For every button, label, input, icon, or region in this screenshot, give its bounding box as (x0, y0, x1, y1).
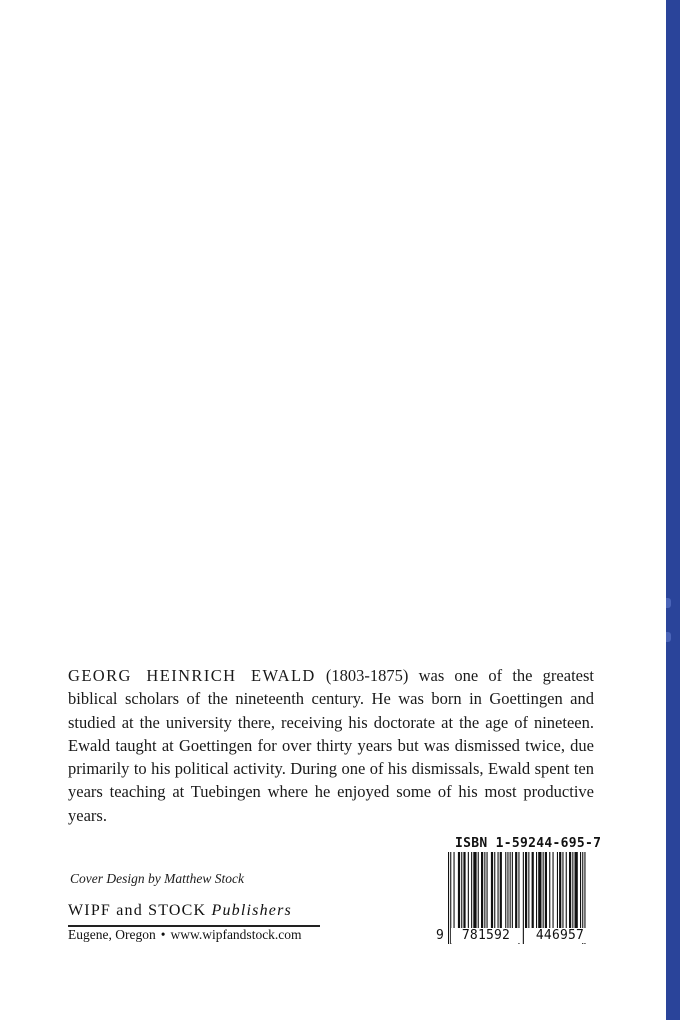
barcode-bar (510, 852, 511, 928)
spine-edge (666, 0, 680, 1020)
barcode-bar (484, 852, 485, 928)
spine-mark (666, 598, 671, 608)
barcode-bar (505, 852, 506, 928)
barcode-bar (512, 852, 513, 928)
barcode-bar (572, 852, 573, 928)
barcode-bar (532, 852, 534, 928)
barcode-bar (471, 852, 472, 928)
barcode-bar (468, 852, 469, 928)
barcode-bar (559, 852, 561, 928)
barcode-bar (458, 852, 460, 928)
blurb-text: (1803-1875) was one of the greatest biblical scholars of the nineteenth century. He was born in Goettingen and studied at the university there, receiving his doctorate at the age of nineteen. Ewald taught at Goettingen for over thirty years but was dismissed twice, due primarily to his political activity. During one of his dismissals, Ewald spent ten years teaching at Tuebingen where he enjoyed some of his most productive years. (68, 666, 594, 825)
barcode-digits-right: 446957 (525, 928, 595, 943)
barcode-bar (487, 852, 488, 928)
barcode-bar (491, 852, 493, 928)
barcode-bar (463, 852, 465, 928)
barcode-bar (525, 852, 527, 928)
barcode-bar (549, 852, 550, 928)
barcode-bar (528, 852, 529, 928)
barcode-bar (478, 852, 479, 928)
barcode-bar (580, 852, 581, 928)
barcode-bar (553, 852, 554, 928)
barcode-bar (545, 852, 547, 928)
address-separator: • (160, 927, 166, 942)
barcode-bar (481, 852, 483, 928)
barcode-digits-left: 781592 (451, 928, 521, 943)
barcode-bar (562, 852, 563, 928)
barcode-bar (515, 852, 517, 928)
publisher-website: www.wipfandstock.com (170, 927, 302, 942)
barcode-bar (507, 852, 508, 928)
barcode-bar (473, 852, 476, 928)
isbn-label: ISBN 1-59244-695-7 (455, 836, 602, 851)
barcode-bar (575, 852, 578, 928)
publisher-name-suffix: Publishers (206, 902, 292, 919)
barcode-digit-first: 9 (436, 928, 444, 943)
barcode-bar (461, 852, 462, 928)
barcode-bar (569, 852, 571, 928)
barcode-bar (538, 852, 541, 928)
cover-design-credit: Cover Design by Matthew Stock (70, 871, 244, 886)
spine-mark (666, 632, 671, 642)
barcode-bar (500, 852, 502, 928)
author-blurb (68, 664, 594, 827)
barcode-bar (494, 852, 495, 928)
publisher-name-main: WIPF and STOCK (68, 902, 207, 919)
barcode-bar (543, 852, 544, 928)
barcode-bar (566, 852, 567, 928)
publisher-address (68, 927, 302, 943)
barcode-bar (498, 852, 499, 928)
barcode-bar (536, 852, 537, 928)
publisher-name (68, 902, 292, 920)
barcode-bar (557, 852, 558, 928)
barcode-digits (436, 928, 596, 946)
barcode-bar (454, 852, 455, 928)
publisher-city: Eugene, Oregon (68, 927, 156, 942)
author-name: GEORG HEINRICH EWALD (68, 666, 316, 685)
